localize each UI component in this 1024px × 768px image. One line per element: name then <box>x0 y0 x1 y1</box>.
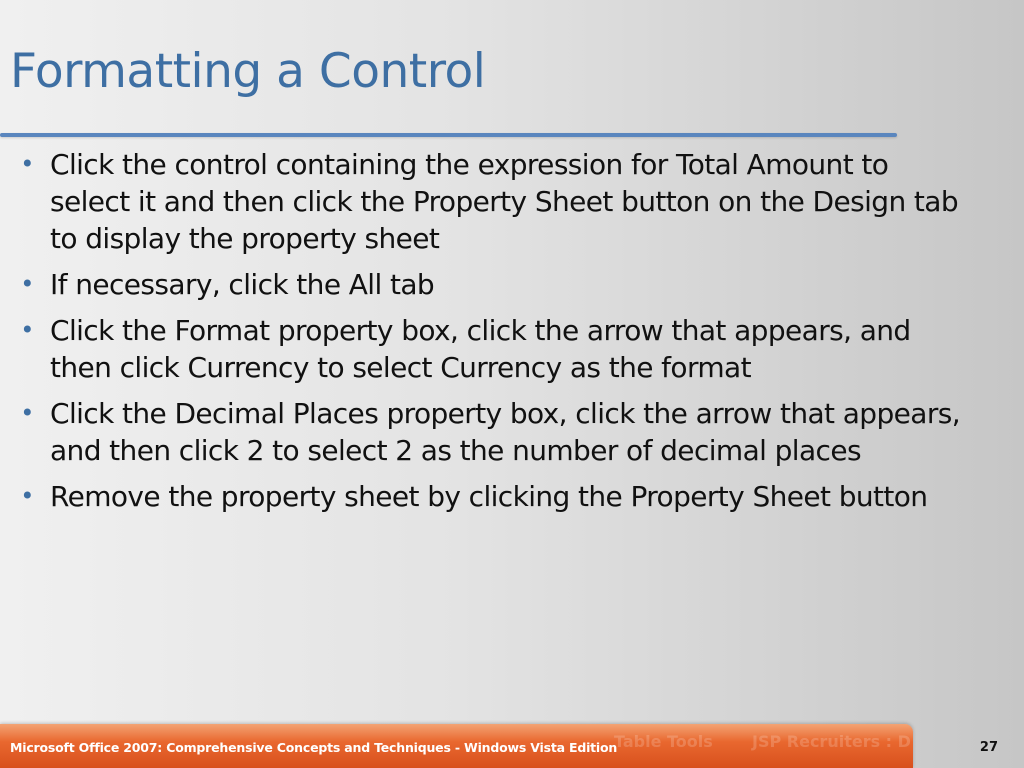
bullet-list <box>14 146 964 524</box>
footer-watermark-text: Table Tools <box>614 732 713 751</box>
list-item <box>14 146 964 257</box>
list-item <box>14 478 964 515</box>
page-number: 27 <box>979 740 998 755</box>
bullet-icon: • <box>20 482 34 510</box>
title-divider <box>0 133 897 137</box>
list-item <box>14 266 964 303</box>
bullet-icon: • <box>20 150 34 178</box>
list-item <box>14 395 964 469</box>
footer-watermark-text: JSP Recruiters : D <box>752 732 911 751</box>
bullet-text: Click the Format property box, click the arrow that appears, and then click Currency to select Currency as the format <box>50 314 911 384</box>
slide-title: Formatting a Control <box>10 44 486 99</box>
bullet-text: Click the control containing the expression for Total Amount to select it and then click the Property Sheet button on the Design tab to display the property sheet <box>50 148 959 255</box>
bullet-text: Remove the property sheet by clicking the Property Sheet button <box>50 480 928 513</box>
footer-text: Microsoft Office 2007: Comprehensive Concepts and Techniques - Windows Vista Edition <box>10 740 618 755</box>
bullet-icon: • <box>20 399 34 427</box>
bullet-icon: • <box>20 316 34 344</box>
list-item <box>14 312 964 386</box>
bullet-icon: • <box>20 270 34 298</box>
bullet-text: Click the Decimal Places property box, click the arrow that appears, and then click 2 to select 2 as the number of decimal places <box>50 397 961 467</box>
bullet-text: If necessary, click the All tab <box>50 268 435 301</box>
